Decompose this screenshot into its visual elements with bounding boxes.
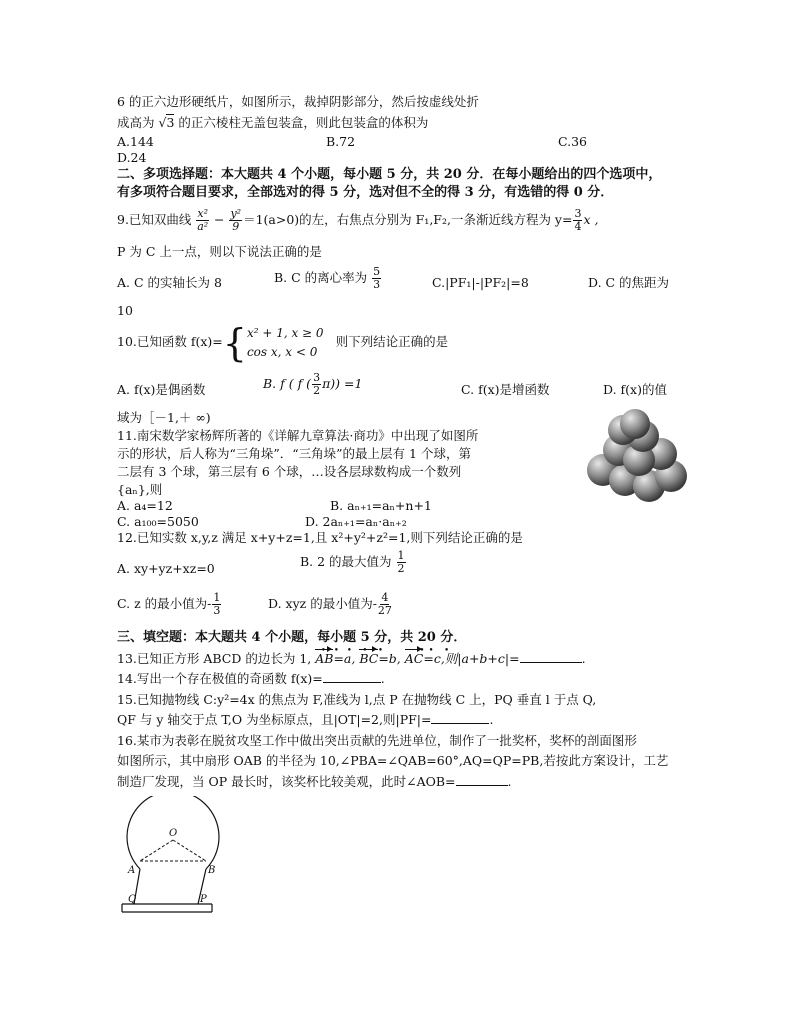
vector-bc: BC bbox=[359, 651, 379, 666]
label-p: P bbox=[200, 894, 207, 905]
q13-answer-blank bbox=[520, 651, 582, 663]
q10-option-b: B. f ( f ( $\frac{3}{2}$ π)) =1 bbox=[263, 371, 363, 397]
q16-line3: 制造厂发现，当 OP 最长时，该奖杯比较美观，此时∠AOB= . bbox=[117, 774, 512, 789]
q11-line3: 二层有 3 个球，第三层有 6 个球，…设各层球数构成一个数列 bbox=[117, 464, 462, 479]
q10-option-d-cont: 域为［－1,＋ ∞) bbox=[117, 410, 211, 425]
q9-option-d-cont: 10 bbox=[117, 303, 133, 318]
sqrt-symbol: √3 bbox=[158, 115, 175, 130]
trophy-figure bbox=[116, 796, 226, 920]
q11-line2: 示的形状，后人称为“三角垛”．“三角垛”的最上层有 1 个球，第 bbox=[117, 446, 471, 461]
q12-stem: 12.已知实数 x,y,z 满足 x+y+z=1,且 x²+y²+z²=1,则下列结论正确的是 bbox=[117, 530, 523, 545]
q8-option-d: D.24 bbox=[117, 150, 147, 165]
q11-line1: 11.南宋数学家杨辉所著的《详解九章算法·商功》中出现了如图所 bbox=[117, 428, 479, 443]
q12-option-a: A. xy+yz+xz=0 bbox=[117, 561, 215, 576]
q10-stem: 10.已知函数 f(x)={ x² + 1, x ≥ 0 cos x, x < 0 则下列结论正确的是 bbox=[117, 320, 449, 365]
label-a: A bbox=[128, 865, 136, 876]
q15-line2: QF 与 y 轴交于点 T,O 为坐标原点，且|OT|=2,则|PF|= . bbox=[117, 712, 494, 727]
q8-line2: 成高为 √3 的正六棱柱无盖包装盒，则此包装盒的体积为 bbox=[117, 115, 429, 130]
q8-option-c: C.36 bbox=[558, 134, 587, 149]
label-o: O bbox=[169, 828, 178, 839]
label-b: B bbox=[208, 865, 216, 876]
q9-option-b: B. C 的离心率为 $\frac{5}{3}$ bbox=[274, 265, 381, 291]
q15-answer-blank bbox=[431, 712, 489, 724]
piecewise-brace: { bbox=[222, 320, 247, 365]
q9-option-a: A. C 的实轴长为 8 bbox=[117, 275, 222, 290]
q12-option-b: B. 2 的最大值为 $\frac{1}{2}$ bbox=[300, 549, 405, 575]
q12-option-c: C. z 的最小值为- $\frac{1}{3}$ bbox=[117, 591, 221, 617]
q11-option-d: D. 2aₙ₊₁=aₙ·aₙ₊₂ bbox=[305, 514, 407, 529]
radius-oa bbox=[140, 840, 173, 861]
q8-option-b: B.72 bbox=[326, 134, 356, 149]
vector-ac: AC bbox=[404, 651, 424, 666]
q9-option-d: D. C 的焦距为 bbox=[588, 275, 670, 290]
q13-stem: 13.已知正方形 ABCD 的边长为 1, AB=a, BC=b, AC=c,则|a+b+c|= . bbox=[117, 651, 586, 666]
q9-option-c: C.|PF₁|-|PF₂|=8 bbox=[432, 275, 529, 290]
q16-answer-blank bbox=[456, 774, 508, 786]
q11-option-c: C. a₁₀₀=5050 bbox=[117, 514, 199, 529]
q11-option-b: B. aₙ₊₁=aₙ+n+1 bbox=[330, 498, 432, 513]
q14-stem: 14.写出一个存在极值的奇函数 f(x)= . bbox=[117, 671, 385, 686]
q11-line4: {aₙ},则 bbox=[117, 482, 163, 497]
radius-ob bbox=[173, 840, 206, 861]
label-q: Q bbox=[128, 894, 137, 905]
section3-heading: 三、填空题：本大题共 4 个小题，每小题 5 分，共 20 分． bbox=[117, 630, 467, 645]
section2-heading-cont: 有多项符合题目要求，全部选对的得 5 分，选对但不全的得 3 分，有选错的得 0 分． bbox=[117, 185, 614, 200]
q8-line1: 6 的正六边形硬纸片，如图所示，裁掉阴影部分，然后按虚线处折 bbox=[117, 94, 479, 109]
q9-stem: 9.已知双曲线 $\frac{\text{x²}}{\text{a²}}$ − $\frac{\text{y²}}{9}$ ＝1(a>0)的左，右焦点分别为 F₁,F₂,一条渐近线方程为 y= $\frac{3}{4}$ x , bbox=[117, 207, 599, 233]
q16-line1: 16.某市为表彰在脱贫攻坚工作中做出突出贡献的先进单位，制作了一批奖杯，奖杯的剖面图形 bbox=[117, 733, 637, 748]
q12-option-d: D. xyz 的最小值为- $\frac{4}{27}$ bbox=[268, 591, 392, 617]
q9-stem-line2: P 为 C 上一点，则以下说法正确的是 bbox=[117, 244, 322, 259]
q8-option-a: A.144 bbox=[117, 134, 154, 149]
q16-line2: 如图所示，其中扇形 OAB 的半径为 10,∠PBA=∠QAB=60°,AQ=QP=PB,若按此方案设计，工艺 bbox=[117, 753, 669, 768]
q14-answer-blank bbox=[323, 671, 381, 683]
q15-line1: 15.已知抛物线 C:y²=4x 的焦点为 F,准线为 l,点 P 在抛物线 C 上，PQ 垂直 l 于点 Q, bbox=[117, 692, 597, 707]
section2-heading: 二、多项选择题：本大题共 4 个小题，每小题 5 分，共 20 分．在每小题给出的四个选项中， bbox=[117, 167, 662, 182]
ball-pile-figure bbox=[583, 408, 693, 508]
q10-option-d: D. f(x)的值 bbox=[603, 382, 667, 397]
q11-option-a: A. a₄=12 bbox=[117, 498, 173, 513]
ball-pile bbox=[587, 409, 687, 502]
q10-option-c: C. f(x)是增函数 bbox=[461, 382, 550, 397]
vector-ab: AB bbox=[315, 651, 334, 666]
q10-option-a: A. f(x)是偶函数 bbox=[117, 382, 206, 397]
